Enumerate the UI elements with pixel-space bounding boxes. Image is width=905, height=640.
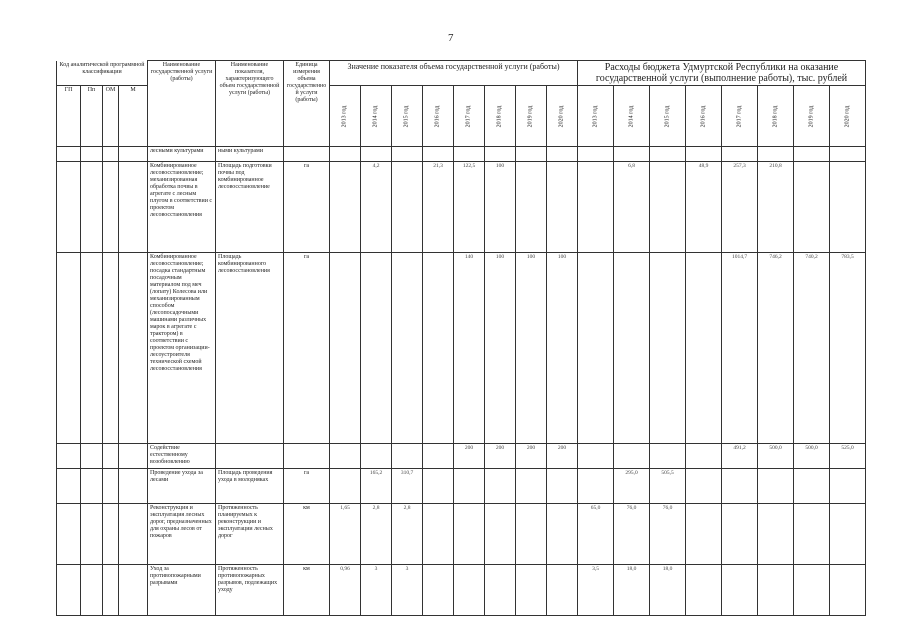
budget-value: 491,2: [722, 444, 758, 469]
code-cell: [103, 162, 119, 253]
volume-value: [330, 469, 361, 504]
volume-value: [361, 444, 392, 469]
code-cell: [119, 162, 148, 253]
budget-value: [722, 504, 758, 565]
code-cell: [81, 253, 103, 444]
budget-value: 65,0: [578, 504, 614, 565]
code-cell: [103, 147, 119, 162]
vol-year-2020: 2020 год: [558, 105, 565, 127]
budget-value: [686, 565, 722, 616]
budget-value: [722, 565, 758, 616]
volume-value: [423, 253, 454, 444]
vol-year-2013: 2013 год: [341, 105, 348, 127]
code-cell: [57, 504, 81, 565]
volume-value: [392, 162, 423, 253]
code-cell: [81, 469, 103, 504]
bud-year-2015: 2015 год: [663, 105, 670, 127]
table-row: [57, 565, 866, 616]
bud-year-2013: 2013 год: [591, 105, 598, 127]
budget-value: [722, 147, 758, 162]
volume-value: 140: [454, 253, 485, 444]
volume-value: 3: [361, 565, 392, 616]
budget-value: 783,5: [830, 253, 866, 444]
volume-value: [547, 565, 578, 616]
budget-value: [758, 565, 794, 616]
volume-value: 100: [516, 253, 547, 444]
indicator-cell: ными культурами: [216, 147, 284, 162]
volume-value: [423, 469, 454, 504]
budget-value: 18,0: [650, 565, 686, 616]
volume-value: [454, 147, 485, 162]
budget-value: [650, 147, 686, 162]
budget-value: [794, 565, 830, 616]
budget-value: [614, 147, 650, 162]
table-row: [57, 469, 866, 504]
code-cell: [57, 444, 81, 469]
code-cell: [81, 565, 103, 616]
indicator-cell: Площадь комбинированного лесовосстановления: [216, 253, 284, 444]
code-cell: [103, 444, 119, 469]
unit-cell: км: [284, 565, 330, 616]
volume-value: [547, 469, 578, 504]
budget-value: [614, 253, 650, 444]
budget-value: [794, 469, 830, 504]
code-header: Код аналитической программной классификации: [59, 61, 145, 75]
volume-value: [423, 147, 454, 162]
budget-value: 6,8: [614, 162, 650, 253]
budget-value: [758, 147, 794, 162]
volume-value: [361, 147, 392, 162]
unit-cell: [284, 147, 330, 162]
volume-value: [454, 565, 485, 616]
volume-value: 2,8: [392, 504, 423, 565]
budget-value: 257,3: [722, 162, 758, 253]
volume-value: [423, 565, 454, 616]
volume-value: [516, 147, 547, 162]
budget-value: [830, 565, 866, 616]
unit-cell: га: [284, 469, 330, 504]
budget-value: 76,0: [614, 504, 650, 565]
volume-value: 200: [454, 444, 485, 469]
table-row: [57, 253, 866, 444]
code-cell: [81, 147, 103, 162]
budget-value: 210,8: [758, 162, 794, 253]
pp-header: Пп: [87, 87, 96, 93]
budget-value: [794, 162, 830, 253]
code-cell: [103, 469, 119, 504]
code-cell: [119, 147, 148, 162]
service-cell: Комбинированное лесовосстановление; посадка стандартным посадочным материалом под меч (лопату) Колесова или механизированным способом (лесопосадочными машинами различных марок в агрегате с трактором) в соответствии с проектом организации-лесоустроителя технической схемой лесовосстановления: [148, 253, 216, 444]
volume-value: [392, 444, 423, 469]
budget-value: [794, 504, 830, 565]
volume-value: 2,8: [361, 504, 392, 565]
volume-value: 100: [485, 162, 516, 253]
indicator-name-header: Наименование показателя, характеризующего объем государственной услуги (работы): [219, 62, 280, 96]
budget-value: [686, 147, 722, 162]
budget-value: [578, 147, 614, 162]
bud-year-2014: 2014 год: [627, 105, 634, 127]
budget-value: [830, 147, 866, 162]
volume-value: 1,65: [330, 504, 361, 565]
service-cell: лесными культурами: [148, 147, 216, 162]
budget-value: [650, 444, 686, 469]
volume-value: [485, 147, 516, 162]
indicator-cell: Протяженность противопожарных разрывов, подлежащих уходу: [216, 565, 284, 616]
volume-value: [330, 253, 361, 444]
budget-value: 295,0: [614, 469, 650, 504]
budget-value: [614, 444, 650, 469]
volume-value: [485, 469, 516, 504]
volume-value: [330, 162, 361, 253]
budget-value: [830, 504, 866, 565]
volume-value: 4,2: [361, 162, 392, 253]
code-cell: [81, 504, 103, 565]
budget-value: [758, 504, 794, 565]
budget-value: 3,5: [578, 565, 614, 616]
volume-value: [454, 504, 485, 565]
vol-year-2015: 2015 год: [403, 105, 410, 127]
budget-table: [56, 60, 866, 616]
volume-value: 100: [485, 253, 516, 444]
budget-value: [758, 469, 794, 504]
vol-year-2017: 2017 год: [465, 105, 472, 127]
table-row: [57, 444, 866, 469]
volume-value: [547, 162, 578, 253]
volume-value: 200: [516, 444, 547, 469]
code-cell: [119, 444, 148, 469]
page-number: 7: [448, 32, 454, 44]
volume-value: [516, 504, 547, 565]
volume-value: [330, 444, 361, 469]
budget-value: 18,0: [614, 565, 650, 616]
volume-value: [392, 253, 423, 444]
volume-value: [485, 565, 516, 616]
indicator-cell: Площадь подготовки почвы под комбинированное лесовосстановление: [216, 162, 284, 253]
volume-value: [330, 147, 361, 162]
om-header: ОМ: [105, 87, 116, 93]
volume-value: [547, 147, 578, 162]
bud-year-2016: 2016 год: [699, 105, 706, 127]
budget-value: 1014,7: [722, 253, 758, 444]
volume-value: 200: [485, 444, 516, 469]
budget-group-header: Расходы бюджета Удмуртской Республики на оказание государственной услуги (выполнение работы), тыс. рублей: [595, 62, 848, 84]
budget-value: 740,2: [794, 253, 830, 444]
volume-value: 3: [392, 565, 423, 616]
budget-value: [794, 147, 830, 162]
m-header: М: [130, 87, 136, 93]
header-row-1: [57, 61, 866, 86]
table-row: [57, 162, 866, 253]
volume-value: 200: [547, 444, 578, 469]
service-cell: Уход за противопожарными разрывами: [148, 565, 216, 616]
code-cell: [57, 565, 81, 616]
table-row: [57, 147, 866, 162]
budget-value: [830, 469, 866, 504]
budget-value: 525,0: [830, 444, 866, 469]
budget-value: 746,2: [758, 253, 794, 444]
volume-value: 21,3: [423, 162, 454, 253]
code-cell: [103, 253, 119, 444]
budget-value: [578, 469, 614, 504]
code-cell: [119, 565, 148, 616]
unit-header: Единица измерения объема государственной услуги (работы): [286, 62, 327, 103]
bud-year-2018: 2018 год: [771, 105, 778, 127]
volume-value: [516, 469, 547, 504]
vol-year-2016: 2016 год: [434, 105, 441, 127]
volume-value: 310,7: [392, 469, 423, 504]
volume-value: [392, 147, 423, 162]
volume-value: [516, 162, 547, 253]
volume-value: 100: [547, 253, 578, 444]
volume-group-header: Значение показателя объема государственной услуги (работы): [347, 62, 560, 71]
bud-year-2017: 2017 год: [735, 105, 742, 127]
volume-value: [516, 565, 547, 616]
vol-year-2014: 2014 год: [372, 105, 379, 127]
volume-value: [423, 504, 454, 565]
budget-value: [650, 253, 686, 444]
service-cell: Проведение ухода за лесами: [148, 469, 216, 504]
unit-cell: га: [284, 162, 330, 253]
indicator-cell: [216, 444, 284, 469]
bud-year-2020: 2020 год: [843, 105, 850, 127]
volume-value: 165,2: [361, 469, 392, 504]
volume-value: 0,96: [330, 565, 361, 616]
code-cell: [103, 504, 119, 565]
gp-header: ГП: [64, 87, 73, 93]
code-cell: [57, 147, 81, 162]
service-cell: Реконструкция и эксплуатация лесных дорог, предназначенных для охраны лесов от пожаров: [148, 504, 216, 565]
budget-value: 500,0: [794, 444, 830, 469]
code-cell: [81, 444, 103, 469]
service-cell: Комбинированное лесовосстановление; механизированная обработка почвы в агрегате с лесным плугом в соответствии с проектом лесовосстановления: [148, 162, 216, 253]
code-cell: [57, 469, 81, 504]
budget-value: 505,5: [650, 469, 686, 504]
code-cell: [119, 504, 148, 565]
unit-cell: [284, 444, 330, 469]
volume-value: [547, 504, 578, 565]
code-cell: [119, 469, 148, 504]
volume-value: [423, 444, 454, 469]
unit-cell: га: [284, 253, 330, 444]
indicator-cell: Площадь проведения ухода в молодняках: [216, 469, 284, 504]
budget-value: [686, 469, 722, 504]
budget-value: [578, 162, 614, 253]
volume-value: [361, 253, 392, 444]
volume-value: [485, 504, 516, 565]
code-cell: [57, 162, 81, 253]
budget-value: [686, 504, 722, 565]
code-cell: [81, 162, 103, 253]
indicator-cell: Протяженность планируемых к реконструкции и эксплуатации лесных дорог: [216, 504, 284, 565]
code-cell: [57, 253, 81, 444]
volume-value: [454, 469, 485, 504]
budget-value: [722, 469, 758, 504]
bud-year-2019: 2019 год: [807, 105, 814, 127]
service-cell: Содействие естественному возобновлению: [148, 444, 216, 469]
code-cell: [119, 253, 148, 444]
budget-value: 48,9: [686, 162, 722, 253]
service-name-header: Наименование государственной услуги (работы): [150, 62, 213, 82]
budget-value: [830, 162, 866, 253]
budget-value: 76,0: [650, 504, 686, 565]
budget-value: [578, 444, 614, 469]
budget-value: [686, 253, 722, 444]
unit-cell: км: [284, 504, 330, 565]
budget-value: [650, 162, 686, 253]
vol-year-2018: 2018 год: [496, 105, 503, 127]
budget-value: 500,0: [758, 444, 794, 469]
vol-year-2019: 2019 год: [527, 105, 534, 127]
budget-value: [686, 444, 722, 469]
table-row: [57, 504, 866, 565]
code-cell: [103, 565, 119, 616]
volume-value: 122,5: [454, 162, 485, 253]
budget-value: [578, 253, 614, 444]
